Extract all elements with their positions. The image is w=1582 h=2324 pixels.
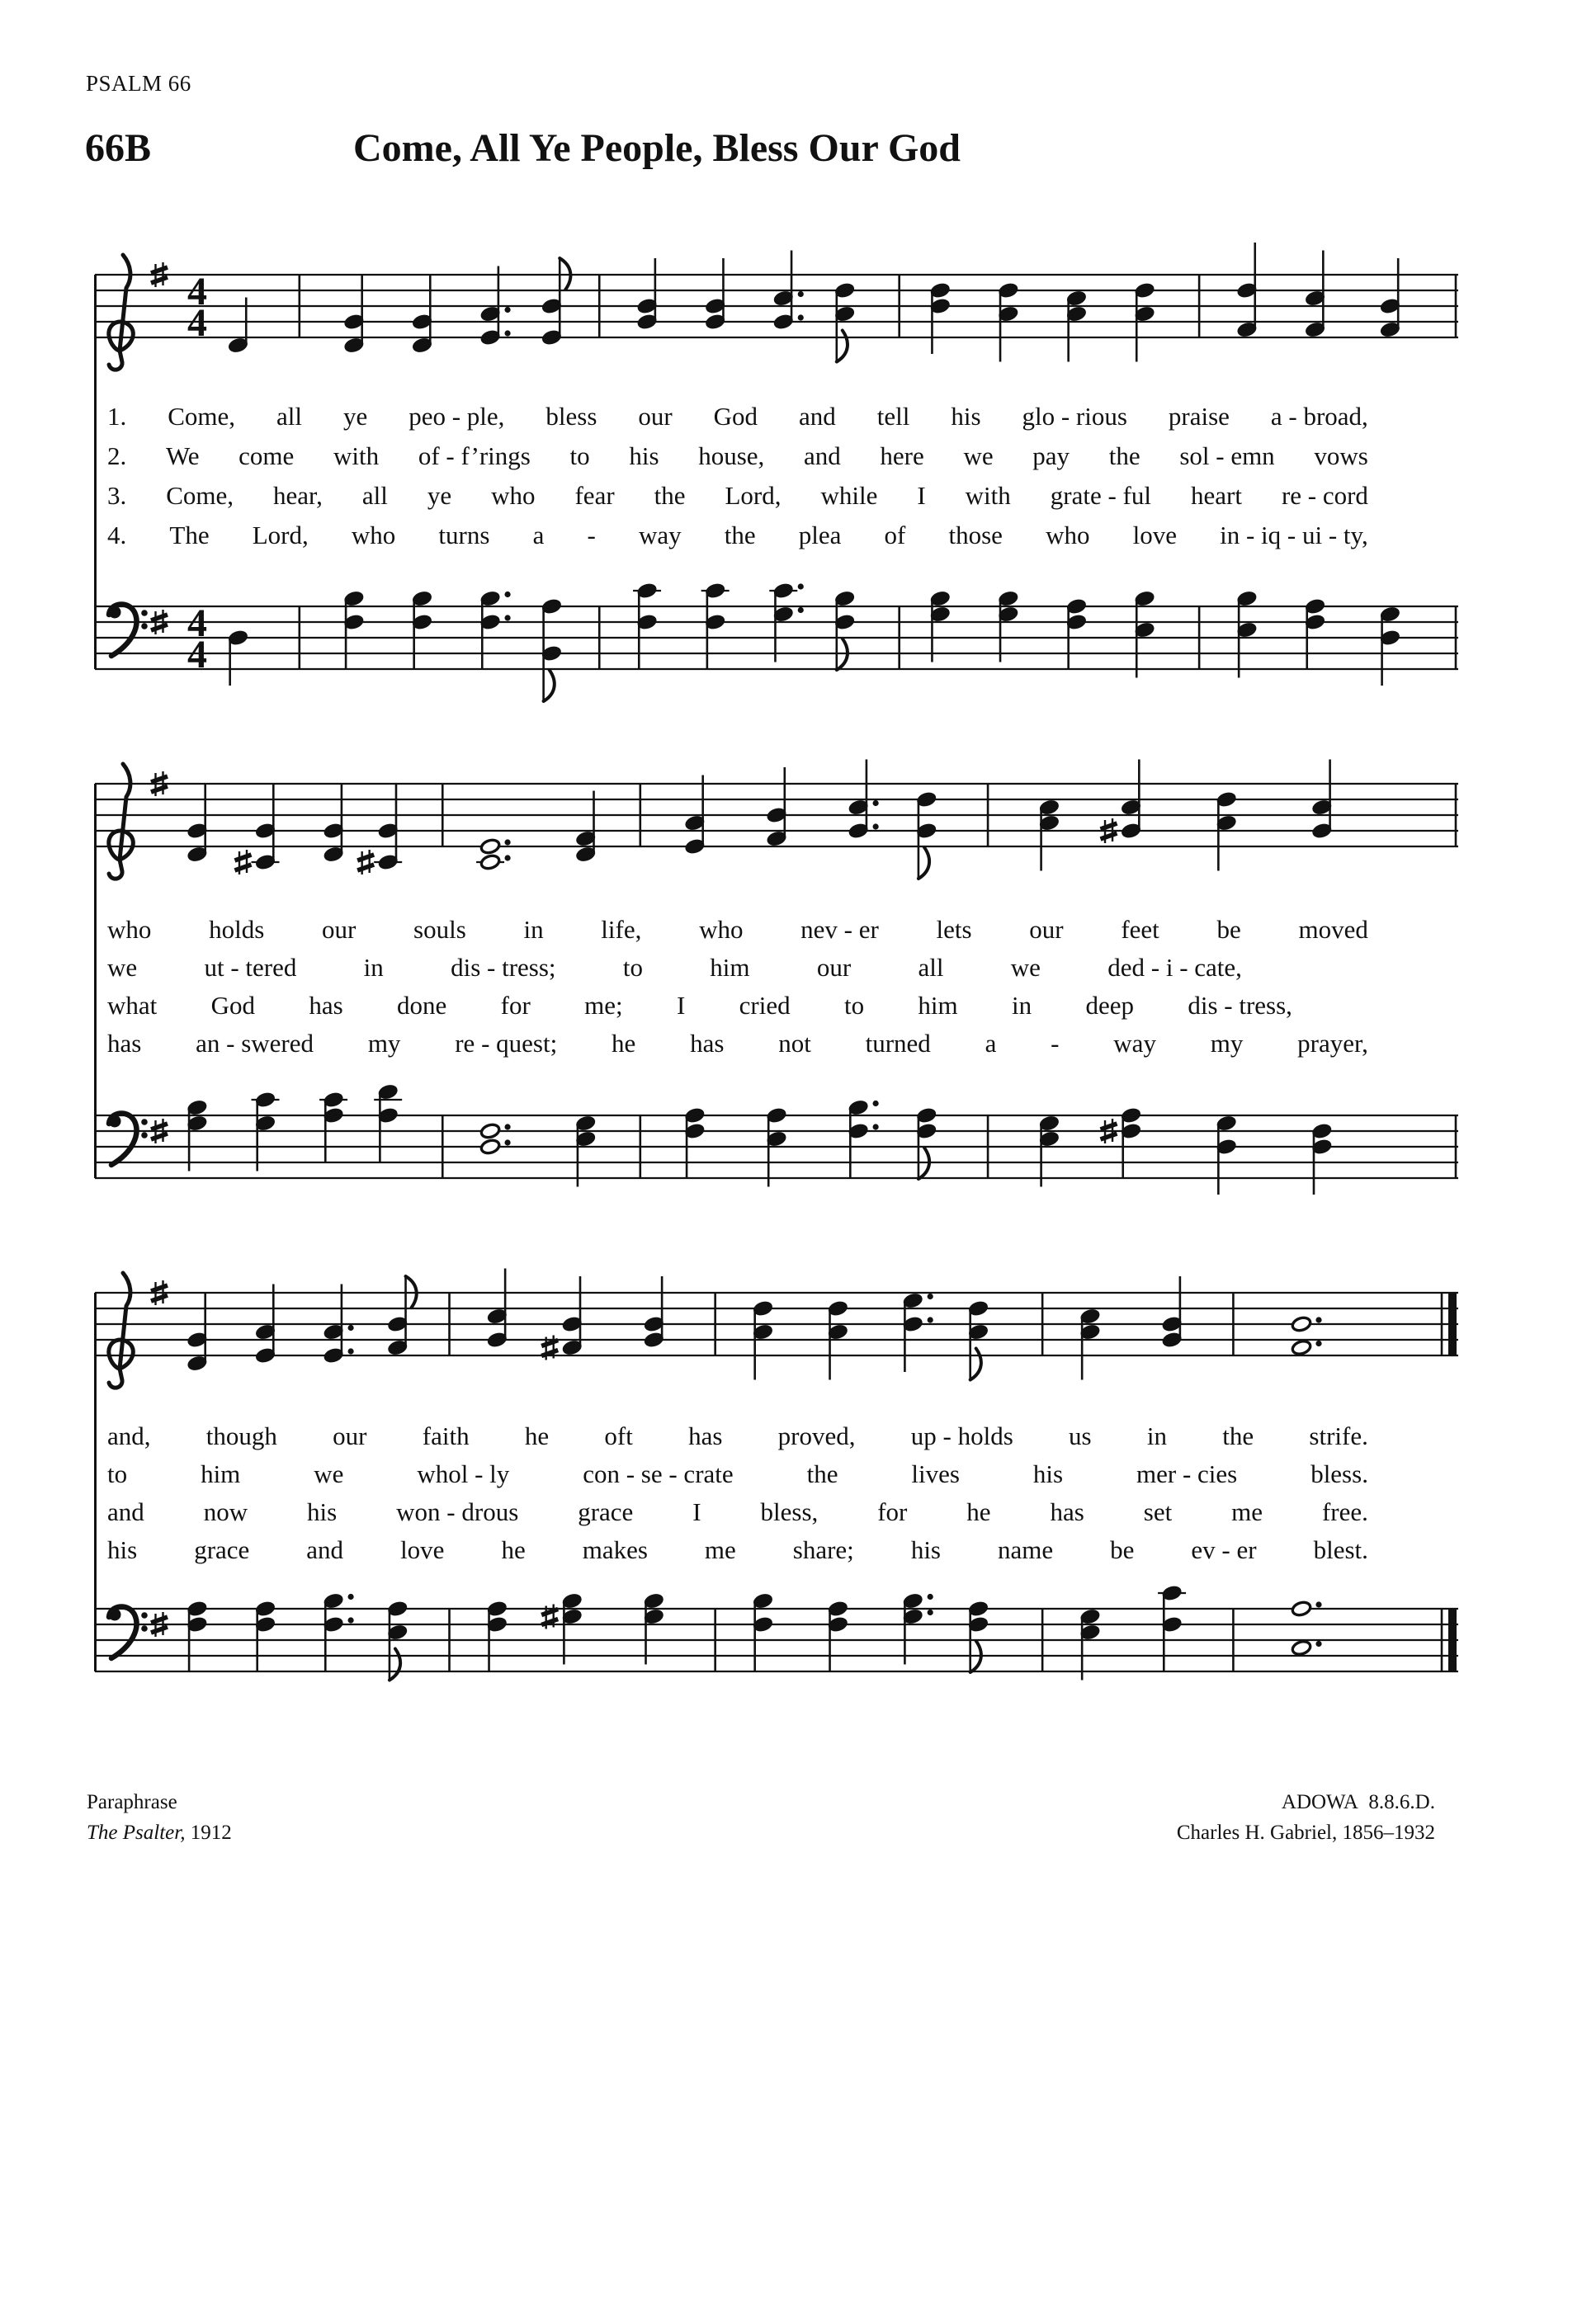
lyric-token: him bbox=[201, 1459, 241, 1488]
lyric-token: dis - tress, bbox=[1188, 991, 1292, 1020]
lyric-token: and bbox=[803, 441, 841, 470]
lyric-token: tell bbox=[876, 402, 910, 431]
lyric-token: has bbox=[688, 1421, 723, 1450]
system-3-left-barline bbox=[94, 1293, 97, 1671]
lyric-token: he bbox=[501, 1535, 526, 1564]
lyric-token: done bbox=[397, 991, 447, 1020]
lyric-token: makes bbox=[582, 1535, 648, 1564]
lyric-token: and bbox=[799, 402, 836, 431]
lyrics-system-2-line-1 bbox=[107, 914, 1368, 945]
lyric-token: ye bbox=[342, 402, 368, 431]
lyric-token: though bbox=[205, 1421, 277, 1450]
source-line-1: Paraphrase bbox=[87, 1791, 177, 1813]
lyric-token: praise bbox=[1168, 402, 1230, 431]
lyric-token: house, bbox=[698, 441, 765, 470]
lyric-token: me bbox=[704, 1535, 736, 1564]
lyric-token: has bbox=[107, 1029, 142, 1058]
lyric-token: ev - er bbox=[1191, 1535, 1257, 1564]
running-head: PSALM 66 bbox=[86, 71, 191, 96]
lyric-token: way bbox=[1113, 1029, 1156, 1058]
lyric-token: won - drous bbox=[396, 1497, 519, 1526]
lyric-token: what bbox=[107, 991, 158, 1020]
lyric-token: whol - ly bbox=[417, 1459, 510, 1488]
tune-attribution bbox=[1177, 1787, 1435, 1848]
lyric-token: we bbox=[963, 441, 994, 470]
lyric-token: blest. bbox=[1313, 1535, 1368, 1564]
lyric-token: cried bbox=[739, 991, 791, 1020]
lyric-token: of - f’rings bbox=[418, 441, 531, 470]
lyric-token: 2. bbox=[107, 441, 127, 470]
lyric-token: fear bbox=[574, 481, 615, 510]
source-attribution bbox=[87, 1787, 232, 1848]
source-title: The Psalter, bbox=[87, 1822, 186, 1844]
lyric-token: moved bbox=[1298, 915, 1368, 944]
hymn-number: 66B bbox=[85, 126, 152, 170]
lyric-token: we bbox=[314, 1459, 344, 1488]
lyric-token: come bbox=[238, 441, 295, 470]
lyric-token: while bbox=[820, 481, 878, 510]
lyric-token: I bbox=[917, 481, 926, 510]
lyric-token: his bbox=[1032, 1459, 1064, 1488]
lyric-token: our bbox=[333, 1421, 367, 1450]
lyric-token: his bbox=[107, 1535, 138, 1564]
svg-text:4: 4 bbox=[187, 633, 207, 676]
lyric-token: who bbox=[1046, 521, 1090, 549]
tune-name-meter: ADOWA 8.8.6.D. bbox=[1281, 1791, 1435, 1813]
lyric-token: the bbox=[1108, 441, 1140, 470]
system-1-treble-staff bbox=[95, 200, 1458, 408]
lyric-token: not bbox=[778, 1029, 811, 1058]
system-2-left-barline bbox=[94, 784, 97, 1178]
lyric-token: we bbox=[107, 953, 138, 982]
lyrics-system-2-line-4 bbox=[107, 1028, 1368, 1059]
lyric-token: he bbox=[966, 1497, 991, 1526]
lyrics-system-3-line-4 bbox=[107, 1534, 1368, 1566]
lyrics-system-1-line-4 bbox=[107, 520, 1368, 551]
lyric-token: mer - cies bbox=[1136, 1459, 1238, 1488]
lyric-token: dis - tress; bbox=[451, 953, 556, 982]
lyric-token: ye bbox=[427, 481, 452, 510]
lyric-token: his bbox=[629, 441, 659, 470]
lyric-token: for bbox=[500, 991, 531, 1020]
lyric-token: his bbox=[951, 402, 981, 431]
lyric-token: Come, bbox=[166, 481, 234, 510]
lyric-token: to bbox=[569, 441, 590, 470]
lyric-token: grace bbox=[194, 1535, 250, 1564]
lyric-token: nev - er bbox=[800, 915, 879, 944]
lyric-token: 3. bbox=[107, 481, 127, 510]
lyric-token: heart bbox=[1190, 481, 1242, 510]
lyric-token: has bbox=[1050, 1497, 1084, 1526]
lyric-token: our bbox=[638, 402, 673, 431]
lyric-token: has bbox=[690, 1029, 725, 1058]
system-1-left-barline bbox=[94, 275, 97, 669]
lyric-token: and, bbox=[107, 1421, 151, 1450]
lyric-token: set bbox=[1143, 1497, 1173, 1526]
lyric-token: with bbox=[333, 441, 380, 470]
lyric-token: in bbox=[523, 915, 544, 944]
lyric-token: and bbox=[306, 1535, 344, 1564]
lyric-token: bless. bbox=[1310, 1459, 1368, 1488]
hymn-title: Come, All Ye People, Bless Our God bbox=[353, 126, 961, 170]
lyric-token: sol - emn bbox=[1179, 441, 1275, 470]
lyric-token: he bbox=[524, 1421, 550, 1450]
svg-text:4: 4 bbox=[187, 301, 207, 345]
lyrics-system-3-line-2 bbox=[107, 1459, 1368, 1490]
lyric-token: of bbox=[884, 521, 906, 549]
lyric-token: ut - tered bbox=[204, 953, 297, 982]
lyric-token: oft bbox=[604, 1421, 633, 1450]
lyric-token: our bbox=[816, 953, 852, 982]
lyric-token: pay bbox=[1032, 441, 1070, 470]
lyric-token: his bbox=[910, 1535, 941, 1564]
lyric-token: an - swered bbox=[196, 1029, 314, 1058]
lyric-token: Lord, bbox=[725, 481, 782, 510]
lyric-token: I bbox=[676, 991, 686, 1020]
lyric-token: in bbox=[1146, 1421, 1168, 1450]
lyric-token: the bbox=[1222, 1421, 1254, 1450]
lyric-token: to bbox=[622, 953, 643, 982]
svg-text:4: 4 bbox=[187, 270, 207, 313]
lyric-token: re - cord bbox=[1281, 481, 1368, 510]
lyric-token: share; bbox=[792, 1535, 854, 1564]
lyric-token: him bbox=[918, 991, 958, 1020]
lyric-token: grate - ful bbox=[1050, 481, 1151, 510]
lyric-token: - bbox=[1051, 1029, 1060, 1058]
lyric-token: a bbox=[532, 521, 545, 549]
lyrics-system-2-line-2 bbox=[107, 952, 1242, 983]
lyric-token: he bbox=[612, 1029, 636, 1058]
lyric-token: us bbox=[1069, 1421, 1092, 1450]
lyric-token: grace bbox=[578, 1497, 634, 1526]
source-year: 1912 bbox=[185, 1822, 232, 1844]
lyric-token: the bbox=[724, 521, 756, 549]
lyric-token: feet bbox=[1121, 915, 1159, 944]
lyric-token: 1. bbox=[107, 402, 127, 431]
lyric-token: lives bbox=[911, 1459, 960, 1488]
lyric-token: God bbox=[210, 991, 255, 1020]
lyric-token: who bbox=[107, 915, 152, 944]
lyric-token: our bbox=[321, 915, 357, 944]
lyrics-system-1-line-3 bbox=[107, 480, 1368, 511]
lyric-token: the bbox=[654, 481, 686, 510]
lyric-token: holds bbox=[209, 915, 265, 944]
lyric-token: deep bbox=[1085, 991, 1134, 1020]
lyric-token: Come, bbox=[168, 402, 236, 431]
lyric-token: my bbox=[1210, 1029, 1244, 1058]
lyric-token: souls bbox=[413, 915, 466, 944]
lyric-token: - bbox=[587, 521, 596, 549]
lyric-token: all bbox=[361, 481, 388, 510]
lyric-token: be bbox=[1110, 1535, 1135, 1564]
lyric-token: to bbox=[843, 991, 865, 1020]
lyric-token: strife. bbox=[1309, 1421, 1368, 1450]
lyric-token: re - quest; bbox=[455, 1029, 558, 1058]
composer-line: Charles H. Gabriel, 1856–1932 bbox=[1176, 1822, 1435, 1844]
lyric-token: here bbox=[880, 441, 924, 470]
lyric-token: a - broad, bbox=[1270, 402, 1368, 431]
lyric-token: who bbox=[351, 521, 396, 549]
system-2-treble-staff bbox=[95, 709, 1458, 917]
lyric-token: vows bbox=[1314, 441, 1368, 470]
lyric-token: we bbox=[1010, 953, 1041, 982]
lyric-token: has bbox=[309, 991, 343, 1020]
lyric-token: who bbox=[699, 915, 744, 944]
lyric-token: ded - i - cate, bbox=[1107, 953, 1242, 982]
lyric-token: be bbox=[1216, 915, 1241, 944]
lyric-token: up - holds bbox=[910, 1421, 1013, 1450]
lyric-token: me bbox=[1231, 1497, 1263, 1526]
lyric-token: love bbox=[400, 1535, 445, 1564]
lyric-token: prayer, bbox=[1297, 1029, 1368, 1058]
lyric-token: bless bbox=[545, 402, 597, 431]
lyric-token: in - iq - ui - ty, bbox=[1220, 521, 1368, 549]
lyric-token: way bbox=[638, 521, 682, 549]
lyric-token: plea bbox=[798, 521, 842, 549]
lyric-token: Lord, bbox=[252, 521, 309, 549]
lyric-token: The bbox=[169, 521, 210, 549]
lyrics-system-1-line-2 bbox=[107, 441, 1368, 472]
lyric-token: lets bbox=[936, 915, 972, 944]
lyrics-system-2-line-3 bbox=[107, 990, 1292, 1021]
lyric-token: I bbox=[692, 1497, 701, 1526]
lyric-token: those bbox=[948, 521, 1003, 549]
source-line-2 bbox=[87, 1817, 232, 1848]
lyric-token: name bbox=[998, 1535, 1054, 1564]
lyric-token: now bbox=[203, 1497, 248, 1526]
lyrics-system-1-line-1 bbox=[107, 401, 1368, 432]
lyric-token: free. bbox=[1321, 1497, 1368, 1526]
lyric-token: the bbox=[806, 1459, 838, 1488]
lyric-token: hear, bbox=[273, 481, 323, 510]
lyric-token: my bbox=[367, 1029, 401, 1058]
lyric-token: our bbox=[1029, 915, 1064, 944]
system-3-treble-staff bbox=[95, 1219, 1458, 1426]
lyric-token: bless, bbox=[760, 1497, 819, 1526]
lyric-token: his bbox=[307, 1497, 338, 1526]
lyric-token: faith bbox=[422, 1421, 470, 1450]
lyric-token: a bbox=[985, 1029, 997, 1058]
lyric-token: God bbox=[713, 402, 758, 431]
lyric-token: turned bbox=[865, 1029, 931, 1058]
svg-text:4: 4 bbox=[187, 601, 207, 645]
lyric-token: all bbox=[276, 402, 302, 431]
lyric-token: con - se - crate bbox=[583, 1459, 734, 1488]
lyrics-system-3-line-3 bbox=[107, 1497, 1368, 1528]
lyric-token: to bbox=[107, 1459, 128, 1488]
lyric-token: for bbox=[877, 1497, 908, 1526]
lyric-token: We bbox=[165, 441, 200, 470]
lyric-token: glo - rious bbox=[1022, 402, 1127, 431]
lyric-token: with bbox=[965, 481, 1011, 510]
lyric-token: who bbox=[491, 481, 536, 510]
lyric-token: peo - ple, bbox=[408, 402, 505, 431]
lyric-token: in bbox=[363, 953, 384, 982]
lyric-token: love bbox=[1132, 521, 1177, 549]
lyrics-system-3-line-1 bbox=[107, 1421, 1368, 1452]
lyric-token: turns bbox=[438, 521, 490, 549]
lyric-token: life, bbox=[601, 915, 642, 944]
lyric-token: and bbox=[107, 1497, 144, 1526]
lyric-token: proved, bbox=[777, 1421, 856, 1450]
lyric-token: 4. bbox=[107, 521, 127, 549]
lyric-token: him bbox=[710, 953, 750, 982]
lyric-token: in bbox=[1012, 991, 1032, 1020]
lyric-token: all bbox=[918, 953, 944, 982]
lyric-token: me; bbox=[584, 991, 623, 1020]
